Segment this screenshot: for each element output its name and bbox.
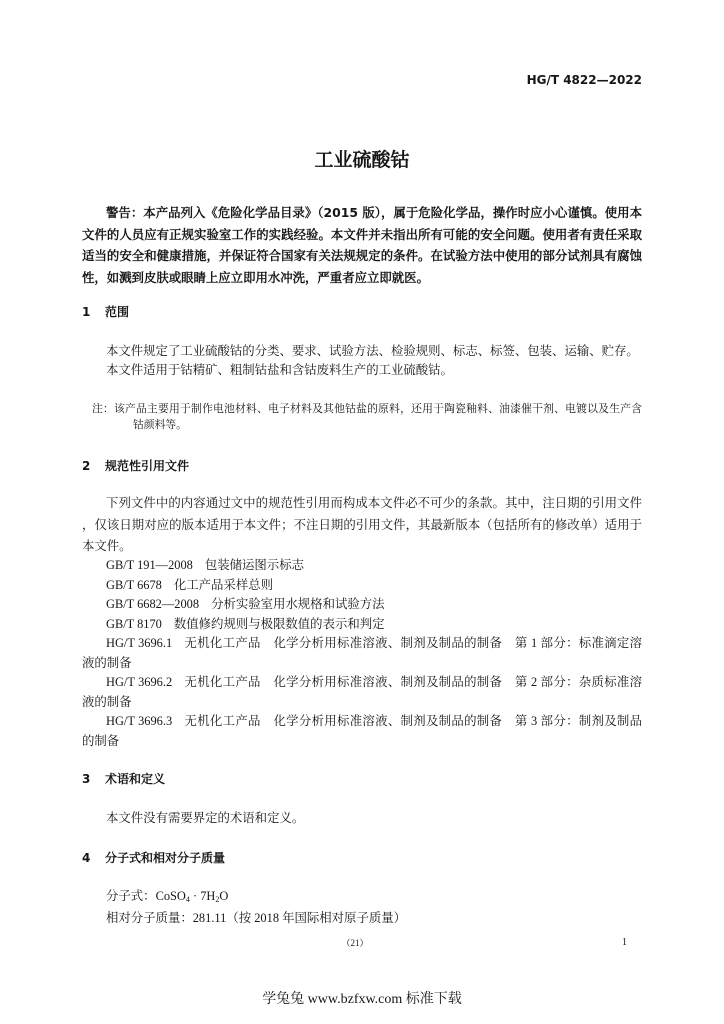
warning-paragraph: 警告：本产品列入《危险化学品目录》（2015 版），属于危险化学品，操作时应小心谨慎。使用本文件的人员应有正规实验室工作的实践经验。本文件并未指出所有可能的安全问题。使用者有责任采取适当的安全和健康措施，并保证符合国家有关法规规定的条件。在试验方法中使用的部分试剂具有腐蚀性，如溅到皮肤或眼睛上应立即用水冲洗，严重者应立即就医。: [82, 205, 642, 286]
section-number: 4: [82, 851, 91, 865]
reference-title: 数值修约规则与极限数值的表示和判定: [173, 616, 385, 631]
section-2-body: [82, 493, 642, 558]
section-3-heading: [82, 769, 642, 789]
reference-item: [82, 673, 642, 712]
body-paragraph: 本文件适用于钴精矿、粗制钴盐和含钴废料生产的工业硫酸钴。: [106, 362, 453, 377]
section-4-heading: [82, 848, 642, 868]
reference-code: GB/T 8170: [106, 616, 162, 631]
formula-text: CoSO: [155, 889, 186, 903]
reference-title: 无机化工产品 化学分析用标准溶液、制剂及制品的制备 第 1 部分：标准滴定溶液的制备: [82, 636, 643, 670]
section-title: 分子式和相对分子质量: [105, 851, 226, 865]
section-3-body: [82, 808, 642, 828]
section-title: 范围: [105, 305, 130, 319]
section-title: 术语和定义: [105, 772, 166, 786]
body-paragraph: 下列文件中的内容通过文中的规范性引用而构成本文件必不可少的条款。其中，注日期的引用文件，仅该日期对应的版本适用于本文件；不注日期的引用文件，其最新版本（包括所有的修改单）适用于本文件。: [82, 496, 642, 553]
formula-subscript: 2: [215, 895, 220, 904]
section-1-heading: [82, 302, 642, 322]
molecular-mass-line: 相对分子质量：281.11（按 2018 年国际相对原子质量）: [106, 911, 407, 925]
section-1-body: [82, 342, 642, 380]
section-2-heading: [82, 456, 642, 476]
formula-text: O: [219, 889, 229, 903]
section-number: 2: [82, 459, 91, 473]
reference-title: 无机化工产品 化学分析用标准溶液、制剂及制品的制备 第 2 部分：杂质标准溶液的制备: [82, 675, 643, 709]
scope-note: 注：该产品主要用于制作电池材料、电子材料及其他钴盐的原料，还用于陶瓷釉料、油漆催干剂、电镀以及生产含钴颜料等。: [92, 403, 642, 431]
reference-item: [82, 556, 642, 576]
body-paragraph: 本文件没有需要界定的术语和定义。: [106, 811, 305, 825]
formula-text: · 7H: [189, 889, 216, 903]
reference-item: [82, 576, 642, 596]
standard-code: HG/T 4822—2022: [526, 73, 642, 87]
reference-item: [82, 712, 642, 751]
document-title: 工业硫酸钴: [314, 149, 410, 171]
formula-label: 分子式：: [106, 889, 156, 903]
section-title: 规范性引用文件: [105, 459, 190, 473]
reference-list: [82, 556, 642, 751]
section-number: 1: [82, 305, 91, 319]
body-paragraph: 本文件规定了工业硫酸钴的分类、要求、试验方法、检验规则、标志、标签、包装、运输、贮存。: [106, 344, 639, 358]
formula-subscript: 4: [185, 895, 190, 904]
reference-item: [82, 615, 642, 635]
page-number: 1: [622, 937, 627, 948]
reference-title: 分析实验室用水规格和试验方法: [211, 597, 385, 611]
reference-code: GB/T 6682—2008: [106, 597, 200, 611]
section-4-body: [82, 885, 642, 929]
reference-code: HG/T 3696.3: [106, 714, 173, 728]
reference-code: GB/T 191—2008: [106, 558, 193, 572]
reference-code: HG/T 3696.2: [106, 675, 173, 689]
reference-title: 无机化工产品 化学分析用标准溶液、制剂及制品的制备 第 3 部分：制剂及制品的制备: [82, 714, 643, 748]
reference-title: 化工产品采样总则: [173, 577, 274, 592]
reference-code: HG/T 3696.1: [106, 636, 173, 650]
formula-line: [82, 885, 642, 907]
reference-title: 包装储运图示标志: [204, 558, 304, 572]
reference-code: GB/T 6678: [106, 577, 162, 592]
section-number: 3: [82, 772, 91, 786]
watermark: 学兔兔 www.bzfxw.com 标准下载: [262, 992, 462, 1007]
reference-item: [82, 634, 642, 673]
reference-item: [82, 595, 642, 615]
page-label: （21）: [341, 938, 369, 948]
